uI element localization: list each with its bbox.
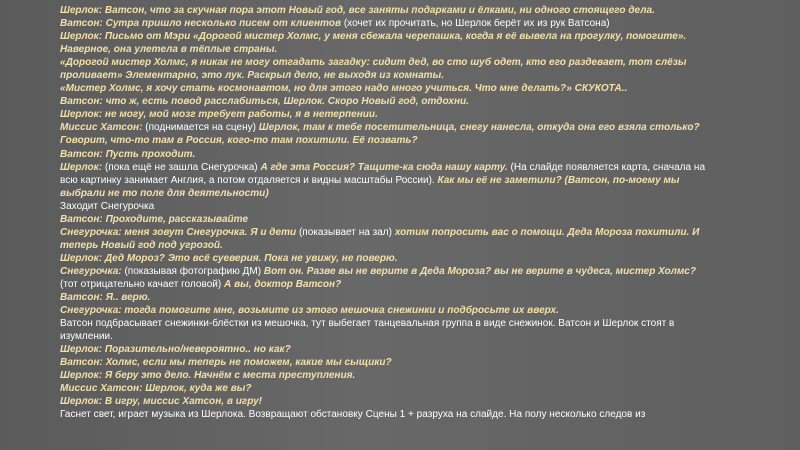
- dialogue-text: теперь Новый год под угрозой.: [60, 239, 223, 251]
- dialogue-text: Шерлок: Поразительно/невероятно.. но как?: [60, 344, 291, 356]
- script-line: [60, 30, 788, 43]
- script-line: [60, 121, 788, 134]
- dialogue-text: Вот он. Разве вы не верите в Деда Мороза? вы не верите в чудеса, мистер Холмс?: [263, 265, 697, 277]
- script-line: [60, 330, 788, 343]
- dialogue-text: Ватсон: Проходите, рассказывайте: [60, 213, 249, 225]
- dialogue-text: проливает» Элементарно, это лук. Раскрыл дело, не выходя из комнаты.: [60, 70, 444, 82]
- stage-direction-text: (хочет их прочитать, но Шерлок берёт их из рук Ватсона): [343, 18, 610, 30]
- stage-direction-text: всю картинку занимает Англия, а потом отдаляется и видны масштабы России).: [60, 174, 438, 186]
- dialogue-text: Шерлок: Я беру это дело. Начнём с места преступления.: [60, 370, 356, 382]
- dialogue-text: «Мистер Холмс, я хочу стать космонавтом, но для этого надо много учиться. Что мне делать?» СКУКОТА..: [60, 83, 628, 95]
- script-line: [60, 148, 788, 161]
- script-line: [60, 226, 788, 239]
- dialogue-text: «Дорогой мистер Холмс, я никак не могу отгадать загадку: сидит дед, во сто шуб одет, кто его раздевает, тот слёзы: [60, 57, 687, 69]
- dialogue-text: Ватсон: Холмс, если мы теперь не поможем, какие мы сыщики?: [60, 357, 392, 369]
- dialogue-text: Шерлок: В игру, миссис Хатсон, в игру!: [60, 396, 263, 408]
- stage-direction-text: (тот отрицательно качает головой): [60, 278, 225, 290]
- stage-direction-text: (поднимается на сцену): [145, 122, 259, 134]
- script-line: [60, 252, 788, 265]
- dialogue-text: А где эта Россия? Тащите-ка сюда нашу карту.: [260, 161, 511, 173]
- dialogue-text: Ватсон: Пусть проходит.: [60, 148, 196, 160]
- dialogue-text: Шерлок, там к тебе посетительница, снегу нанесла, откуда она его взяла столько?: [258, 122, 700, 134]
- script-line: [60, 304, 788, 317]
- script-text: [60, 4, 788, 422]
- script-line: [60, 82, 788, 95]
- stage-direction-text: Гаснет свет, играет музыка из Шерлока. Возвращают обстановку Сцены 1 + разруха на слайде. На полу несколько следов из: [60, 409, 646, 421]
- dialogue-text: Шерлок: не могу, мой мозг требует работы, я в нетерпении.: [60, 109, 378, 121]
- script-line: [60, 356, 788, 369]
- script-line: [60, 408, 788, 421]
- stage-direction-text: изумлении.: [60, 331, 113, 343]
- script-line: [60, 382, 788, 395]
- script-line: [60, 200, 788, 213]
- stage-direction-text: (показывая фотографию ДМ): [124, 265, 264, 277]
- dialogue-text: А вы, доктор Ватсон?: [224, 278, 342, 290]
- dialogue-text: выбрали не то поле для деятельности): [60, 187, 269, 199]
- stage-direction-text: Ватсон подбрасывает снежинки-блёстки из мешочка, тут выбегает танцевальная группа в виде снежинок. Ватсон и Шерлок стоят в: [60, 318, 675, 330]
- script-line: [60, 4, 788, 17]
- stage-direction-text: (На слайде появляется карта, сначала на: [510, 161, 706, 173]
- script-line: [60, 134, 788, 147]
- script-line: [60, 317, 788, 330]
- script-line: [60, 265, 788, 278]
- script-line: [60, 213, 788, 226]
- script-line: [60, 108, 788, 121]
- script-line: [60, 291, 788, 304]
- dialogue-text: Шерлок: Ватсон, что за скучная пора этот Новый год, все заняты подарками и ёлками, ни одного стоящего дела.: [60, 5, 655, 16]
- script-line: [60, 369, 788, 382]
- script-line: [60, 278, 788, 291]
- script-line: [60, 239, 788, 252]
- script-line: [60, 56, 788, 69]
- script-line: [60, 174, 788, 187]
- script-line: [60, 95, 788, 108]
- dialogue-text: Шерлок: Письмо от Мэри «Дорогой мистер Холмс, у меня сбежала черепашка, когда я её вывела на прогулку, помогите».: [60, 31, 687, 43]
- dialogue-text: Шерлок: Дед Мороз? Это всё суеверия. Пока не увижу, не поверю.: [60, 252, 398, 264]
- dialogue-text: Говорит, что-то там в Россия, кого-то там похитили. Её позвать?: [60, 135, 418, 147]
- dialogue-text: Снегурочка: меня зовут Снегурочка. Я и дети: [60, 226, 299, 238]
- dialogue-text: Снегурочка:: [60, 265, 125, 277]
- script-line: [60, 343, 788, 356]
- script-line: [60, 69, 788, 82]
- dialogue-text: Наверное, она улетела в тёплые страны.: [60, 44, 278, 56]
- script-line: [60, 17, 788, 30]
- dialogue-text: хотим попросить вас о помощи. Деда Мороза похитили. И: [394, 226, 700, 238]
- script-line: [60, 395, 788, 408]
- stage-direction-text: (показывает на зал): [298, 226, 395, 238]
- dialogue-text: Шерлок:: [60, 161, 105, 173]
- script-line: [60, 43, 788, 56]
- dialogue-text: Снегурочка: тогда помогите мне, возьмите из этого мешочка снежинки и подбросьте их вверх.: [60, 305, 559, 317]
- script-line: [60, 161, 788, 174]
- dialogue-text: Миссис Хатсон:: [60, 122, 146, 134]
- script-line: [60, 187, 788, 200]
- dialogue-text: Как мы её не заметили? (Ватсон, по-моему мы: [437, 174, 680, 186]
- stage-direction-text: Заходит Снегурочка: [60, 200, 155, 212]
- dialogue-text: Ватсон: Сутра пришло несколько писем от клиентов: [60, 18, 344, 30]
- dialogue-text: Ватсон: что ж, есть повод расслабиться, Шерлок. Скоро Новый год, отдохни.: [60, 96, 469, 108]
- dialogue-text: Ватсон: Я.. верю.: [60, 292, 151, 304]
- dialogue-text: Миссис Хатсон: Шерлок, куда же вы?: [60, 383, 252, 395]
- stage-direction-text: (пока ещё не зашла Снегурочка): [104, 161, 261, 173]
